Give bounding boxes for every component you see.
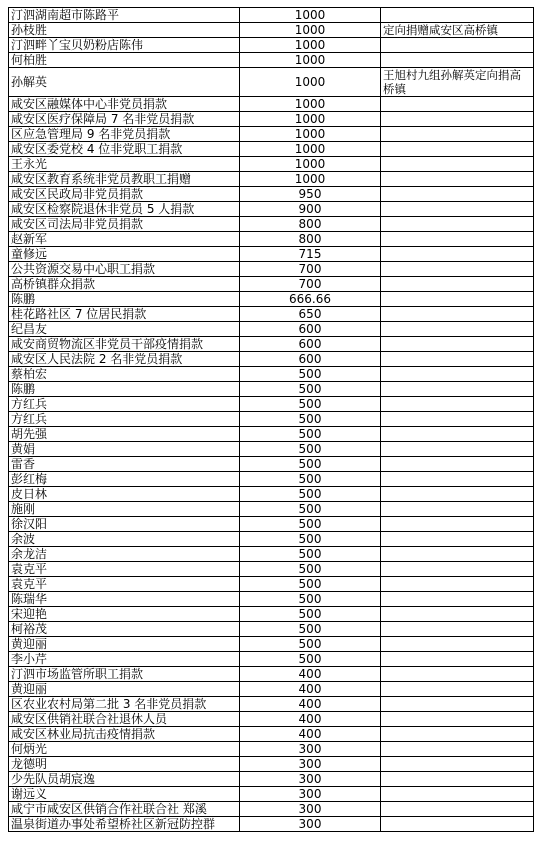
table-row xyxy=(9,577,534,592)
table-row xyxy=(9,682,534,697)
table-row xyxy=(9,292,534,307)
amount-cell: 500 xyxy=(240,607,381,622)
amount-cell: 500 xyxy=(240,637,381,652)
note-cell xyxy=(381,322,534,337)
table-row xyxy=(9,262,534,277)
table-row xyxy=(9,487,534,502)
table-row xyxy=(9,322,534,337)
amount-cell: 650 xyxy=(240,307,381,322)
note-cell xyxy=(381,577,534,592)
table-row xyxy=(9,652,534,667)
amount-cell: 1000 xyxy=(240,97,381,112)
amount-cell: 1000 xyxy=(240,53,381,68)
note-cell xyxy=(381,307,534,322)
amount-cell: 500 xyxy=(240,427,381,442)
donor-name-cell: 彭红梅 xyxy=(9,472,240,487)
note-cell xyxy=(381,217,534,232)
donor-name-cell: 赵新军 xyxy=(9,232,240,247)
table-row xyxy=(9,202,534,217)
table-row xyxy=(9,217,534,232)
note-cell xyxy=(381,802,534,817)
note-cell xyxy=(381,412,534,427)
table-row xyxy=(9,187,534,202)
note-cell xyxy=(381,262,534,277)
amount-cell: 1000 xyxy=(240,172,381,187)
note-cell xyxy=(381,727,534,742)
note-cell xyxy=(381,757,534,772)
note-cell: 王旭村九组孙解英定向捐高桥镇 xyxy=(381,68,534,97)
donor-name-cell: 蔡柏宏 xyxy=(9,367,240,382)
donor-name-cell: 咸安区人民法院 2 名非党员捐款 xyxy=(9,352,240,367)
amount-cell: 800 xyxy=(240,217,381,232)
donor-name-cell: 黄娟 xyxy=(9,442,240,457)
note-cell xyxy=(381,382,534,397)
note-cell xyxy=(381,112,534,127)
table-row xyxy=(9,172,534,187)
note-cell xyxy=(381,817,534,832)
note-cell xyxy=(381,247,534,262)
amount-cell: 500 xyxy=(240,592,381,607)
amount-cell: 500 xyxy=(240,472,381,487)
table-row xyxy=(9,442,534,457)
donor-name-cell: 何炳光 xyxy=(9,742,240,757)
note-cell xyxy=(381,397,534,412)
amount-cell: 700 xyxy=(240,277,381,292)
note-cell xyxy=(381,547,534,562)
donor-name-cell: 施刚 xyxy=(9,502,240,517)
amount-cell: 1000 xyxy=(240,112,381,127)
donor-name-cell: 区应急管理局 9 名非党员捐款 xyxy=(9,127,240,142)
amount-cell: 500 xyxy=(240,382,381,397)
donor-name-cell: 孙枝胜 xyxy=(9,23,240,38)
note-cell xyxy=(381,472,534,487)
table-row xyxy=(9,562,534,577)
note-cell xyxy=(381,442,534,457)
table-row xyxy=(9,337,534,352)
donor-name-cell: 方红兵 xyxy=(9,397,240,412)
note-cell xyxy=(381,487,534,502)
table-row xyxy=(9,247,534,262)
amount-cell: 666.66 xyxy=(240,292,381,307)
table-row xyxy=(9,697,534,712)
table-row xyxy=(9,742,534,757)
amount-cell: 600 xyxy=(240,352,381,367)
table-row xyxy=(9,757,534,772)
amount-cell: 400 xyxy=(240,667,381,682)
amount-cell: 500 xyxy=(240,562,381,577)
donor-name-cell: 纪昌友 xyxy=(9,322,240,337)
donor-name-cell: 汀泗湖南超市陈路平 xyxy=(9,8,240,23)
note-cell: 定向捐赠咸安区高桥镇 xyxy=(381,23,534,38)
donor-name-cell: 余龙洁 xyxy=(9,547,240,562)
amount-cell: 500 xyxy=(240,412,381,427)
amount-cell: 300 xyxy=(240,787,381,802)
note-cell xyxy=(381,142,534,157)
table-row xyxy=(9,352,534,367)
table-row xyxy=(9,427,534,442)
donor-name-cell: 咸安区司法局非党员捐款 xyxy=(9,217,240,232)
table-row xyxy=(9,112,534,127)
table-row xyxy=(9,157,534,172)
donor-name-cell: 黄迎丽 xyxy=(9,682,240,697)
note-cell xyxy=(381,742,534,757)
table-row xyxy=(9,607,534,622)
note-cell xyxy=(381,232,534,247)
table-row xyxy=(9,637,534,652)
table-row xyxy=(9,277,534,292)
amount-cell: 950 xyxy=(240,187,381,202)
donation-table-body xyxy=(9,8,534,832)
donor-name-cell: 袁克平 xyxy=(9,562,240,577)
note-cell xyxy=(381,517,534,532)
amount-cell: 1000 xyxy=(240,8,381,23)
note-cell xyxy=(381,772,534,787)
amount-cell: 1000 xyxy=(240,127,381,142)
donor-name-cell: 谢远义 xyxy=(9,787,240,802)
donor-name-cell: 桂花路社区 7 位居民捐款 xyxy=(9,307,240,322)
note-cell xyxy=(381,352,534,367)
donor-name-cell: 公共资源交易中心职工捐款 xyxy=(9,262,240,277)
donor-name-cell: 咸安区供销社联合社退休人员 xyxy=(9,712,240,727)
table-row xyxy=(9,38,534,53)
amount-cell: 1000 xyxy=(240,38,381,53)
note-cell xyxy=(381,502,534,517)
table-row xyxy=(9,307,534,322)
table-row xyxy=(9,592,534,607)
table-row xyxy=(9,532,534,547)
donor-name-cell: 徐汉阳 xyxy=(9,517,240,532)
donor-name-cell: 王永光 xyxy=(9,157,240,172)
amount-cell: 700 xyxy=(240,262,381,277)
table-row xyxy=(9,817,534,832)
note-cell xyxy=(381,202,534,217)
amount-cell: 300 xyxy=(240,817,381,832)
amount-cell: 300 xyxy=(240,772,381,787)
donor-name-cell: 雷香 xyxy=(9,457,240,472)
table-row xyxy=(9,382,534,397)
amount-cell: 500 xyxy=(240,622,381,637)
note-cell xyxy=(381,97,534,112)
amount-cell: 500 xyxy=(240,502,381,517)
note-cell xyxy=(381,562,534,577)
note-cell xyxy=(381,712,534,727)
note-cell xyxy=(381,172,534,187)
donor-name-cell: 温泉街道办事处希望桥社区新冠防控群 xyxy=(9,817,240,832)
table-row xyxy=(9,142,534,157)
amount-cell: 400 xyxy=(240,697,381,712)
amount-cell: 400 xyxy=(240,727,381,742)
table-row xyxy=(9,412,534,427)
donor-name-cell: 柯裕茂 xyxy=(9,622,240,637)
amount-cell: 600 xyxy=(240,337,381,352)
table-row xyxy=(9,622,534,637)
table-row xyxy=(9,547,534,562)
donor-name-cell: 咸安区融媒体中心非党员捐款 xyxy=(9,97,240,112)
amount-cell: 500 xyxy=(240,397,381,412)
amount-cell: 400 xyxy=(240,682,381,697)
amount-cell: 500 xyxy=(240,577,381,592)
donor-name-cell: 方红兵 xyxy=(9,412,240,427)
donation-table xyxy=(8,7,534,832)
table-row xyxy=(9,457,534,472)
table-row xyxy=(9,802,534,817)
note-cell xyxy=(381,187,534,202)
note-cell xyxy=(381,532,534,547)
table-row xyxy=(9,8,534,23)
amount-cell: 500 xyxy=(240,442,381,457)
table-row xyxy=(9,727,534,742)
donor-name-cell: 咸安区民政局非党员捐款 xyxy=(9,187,240,202)
table-row xyxy=(9,472,534,487)
note-cell xyxy=(381,8,534,23)
amount-cell: 800 xyxy=(240,232,381,247)
donor-name-cell: 陈瑞华 xyxy=(9,592,240,607)
donor-name-cell: 李小芹 xyxy=(9,652,240,667)
note-cell xyxy=(381,697,534,712)
amount-cell: 300 xyxy=(240,757,381,772)
note-cell xyxy=(381,787,534,802)
amount-cell: 500 xyxy=(240,652,381,667)
table-row xyxy=(9,53,534,68)
note-cell xyxy=(381,607,534,622)
note-cell xyxy=(381,622,534,637)
donor-name-cell: 童修远 xyxy=(9,247,240,262)
donor-name-cell: 陈鹏 xyxy=(9,292,240,307)
note-cell xyxy=(381,457,534,472)
donor-name-cell: 何柏胜 xyxy=(9,53,240,68)
donor-name-cell: 余波 xyxy=(9,532,240,547)
donor-name-cell: 咸安区医疗保障局 7 名非党员捐款 xyxy=(9,112,240,127)
donor-name-cell: 区农业农村局第二批 3 名非党员捐款 xyxy=(9,697,240,712)
note-cell xyxy=(381,277,534,292)
table-row xyxy=(9,787,534,802)
table-row xyxy=(9,517,534,532)
amount-cell: 500 xyxy=(240,532,381,547)
donor-name-cell: 皮日林 xyxy=(9,487,240,502)
amount-cell: 400 xyxy=(240,712,381,727)
donor-name-cell: 咸安区教育系统非党员教职工捐赠 xyxy=(9,172,240,187)
table-row xyxy=(9,232,534,247)
amount-cell: 1000 xyxy=(240,157,381,172)
note-cell xyxy=(381,157,534,172)
donor-name-cell: 孙解英 xyxy=(9,68,240,97)
amount-cell: 500 xyxy=(240,457,381,472)
table-row xyxy=(9,97,534,112)
note-cell xyxy=(381,427,534,442)
donor-name-cell: 高桥镇群众捐款 xyxy=(9,277,240,292)
amount-cell: 1000 xyxy=(240,142,381,157)
donor-name-cell: 陈鹏 xyxy=(9,382,240,397)
donor-name-cell: 咸安区检察院退休非党员 5 人捐款 xyxy=(9,202,240,217)
amount-cell: 1000 xyxy=(240,23,381,38)
note-cell xyxy=(381,367,534,382)
donor-name-cell: 黄迎丽 xyxy=(9,637,240,652)
note-cell xyxy=(381,667,534,682)
note-cell xyxy=(381,652,534,667)
amount-cell: 1000 xyxy=(240,68,381,97)
table-row xyxy=(9,68,534,97)
table-row xyxy=(9,367,534,382)
donor-name-cell: 咸安区林业局抗击疫情捐款 xyxy=(9,727,240,742)
donor-name-cell: 汀泗市场监管所职工捐款 xyxy=(9,667,240,682)
table-row xyxy=(9,772,534,787)
donor-name-cell: 袁克平 xyxy=(9,577,240,592)
table-row xyxy=(9,127,534,142)
donor-name-cell: 汀泗畔丫宝贝奶粉店陈伟 xyxy=(9,38,240,53)
note-cell xyxy=(381,292,534,307)
table-row xyxy=(9,23,534,38)
note-cell xyxy=(381,682,534,697)
donor-name-cell: 咸安区委党校 4 位非党职工捐款 xyxy=(9,142,240,157)
note-cell xyxy=(381,337,534,352)
amount-cell: 500 xyxy=(240,517,381,532)
amount-cell: 300 xyxy=(240,742,381,757)
donor-name-cell: 龙德明 xyxy=(9,757,240,772)
donor-name-cell: 咸安商贸物流区非党员干部疫情捐款 xyxy=(9,337,240,352)
donor-name-cell: 少先队员胡宸逸 xyxy=(9,772,240,787)
table-row xyxy=(9,667,534,682)
note-cell xyxy=(381,53,534,68)
note-cell xyxy=(381,637,534,652)
amount-cell: 600 xyxy=(240,322,381,337)
table-row xyxy=(9,397,534,412)
table-row xyxy=(9,502,534,517)
amount-cell: 900 xyxy=(240,202,381,217)
note-cell xyxy=(381,38,534,53)
donor-name-cell: 咸宁市咸安区供销合作社联合社 郑溪 xyxy=(9,802,240,817)
note-cell xyxy=(381,592,534,607)
note-cell xyxy=(381,127,534,142)
amount-cell: 300 xyxy=(240,802,381,817)
table-row xyxy=(9,712,534,727)
amount-cell: 500 xyxy=(240,487,381,502)
amount-cell: 500 xyxy=(240,547,381,562)
amount-cell: 715 xyxy=(240,247,381,262)
donor-name-cell: 宋迎艳 xyxy=(9,607,240,622)
donor-name-cell: 胡先强 xyxy=(9,427,240,442)
amount-cell: 500 xyxy=(240,367,381,382)
